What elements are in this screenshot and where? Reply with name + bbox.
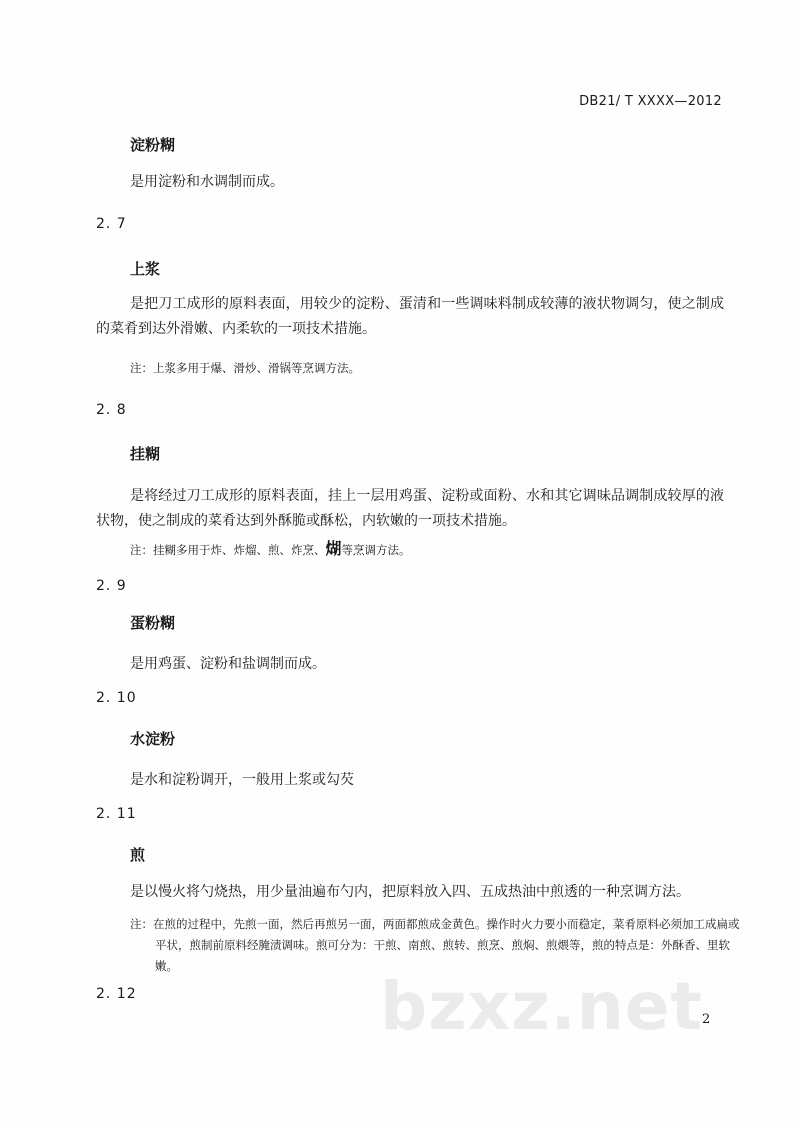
section-number: 2. 7 [96,216,127,232]
standard-code-header: DB21/ T XXXX—2012 [579,94,722,109]
term-note: 注：在煎的过程中，先煎一面，然后再煎另一面，两面都煎成金黄色。操作时火力要小而稳定，菜肴原料必须加工成扁或平状，煎制前原料经腌渍调味。煎可分为：干煎、南煎、煎转、煎烹、煎焖、煎煨等，煎的特点是：外酥香、里软嫩。 [130,917,740,973]
term-note-rare-char: 煳 [325,539,342,558]
term-note [130,538,724,561]
term-definition: 是用鸡蛋、淀粉和盐调制而成。 [130,656,326,672]
term-definition: 是用淀粉和水调制而成。 [130,174,284,190]
term-title: 挂糊 [130,445,161,463]
section-number: 2. 9 [96,578,127,594]
page-number: 2 [702,1012,711,1027]
term-note: 注：上浆多用于爆、滑炒、滑锅等烹调方法。 [130,361,360,375]
term-definition: 是以慢火将勺烧热，用少量油遍布勺内，把原料放入四、五成热油中煎透的一种烹调方法。 [130,884,690,900]
term-title: 煎 [130,846,146,864]
term-note-text: 注：挂糊多用于炸、炸熘、煎、炸烹、 [130,543,326,557]
section-number: 2. 11 [96,806,137,822]
term-definition: 是水和淀粉调开，一般用上浆或勾芡 [130,772,354,788]
term-title: 蛋粉糊 [130,614,176,632]
term-note-text: 等烹调方法。 [341,543,411,557]
term-definition: 是将经过刀工成形的原料表面，挂上一层用鸡蛋、淀粉或面粉、水和其它调味品调制成较厚的液状物，使之制成的菜肴达到外酥脆或酥松，内软嫩的一项技术措施。 [96,488,724,529]
term-title: 淀粉糊 [130,136,176,154]
term-title: 上浆 [130,260,161,278]
term-definition: 是把刀工成形的原料表面，用较少的淀粉、蛋清和一些调味料制成较薄的液状物调匀，使之制成的菜肴到达外滑嫩、内柔软的一项技术措施。 [96,296,724,337]
section-number: 2. 12 [96,986,137,1002]
term-title: 水淀粉 [130,730,176,748]
section-number: 2. 8 [96,402,127,418]
watermark: bzxz.net [380,968,704,1045]
section-number: 2. 10 [96,690,137,706]
